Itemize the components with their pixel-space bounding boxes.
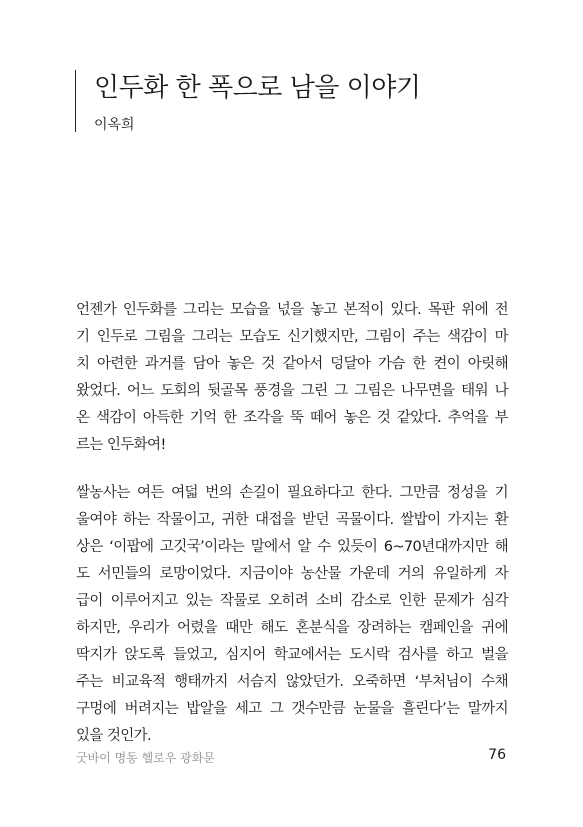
text-line: 기 인두로 그림을 그리는 모습도 신기했지만, 그림이 주는 색감이 마 [76, 329, 508, 345]
paragraph [76, 297, 508, 459]
text-line: 치 아련한 과거를 담아 놓은 것 같아서 덩달아 가슴 한 켠이 아릿해 [76, 356, 508, 372]
text-line: 급이 이루어지고 있는 작물로 오히려 소비 감소로 인한 문제가 심각 [76, 593, 508, 609]
text-line: 도 서민들의 로망이었다. 지금이야 농산물 가운데 거의 유일하게 자 [76, 566, 508, 582]
page-title: 인두화 한 폭으로 남을 이야기 [94, 73, 421, 103]
text-line: 왔었다. 어느 도회의 뒷골목 풍경을 그린 그 그림은 나무면을 태워 나 [76, 383, 508, 399]
text-line: 언젠가 인두화를 그리는 모습을 넋을 놓고 본적이 있다. 목판 위에 전 [76, 302, 508, 318]
body-text [76, 297, 508, 771]
title-block [75, 70, 516, 132]
page-footer [76, 747, 508, 767]
text-line: 구멍에 버려지는 밥알을 세고 그 갯수만큼 눈물을 흘린다’는 말까지 [76, 701, 508, 717]
text-line: 상은 ‘이팝에 고깃국’이라는 말에서 알 수 있듯이 6~70년대까지만 해 [76, 539, 508, 555]
text-line: 딱지가 앉도록 들었고, 심지어 학교에서는 도시락 검사를 하고 벌을 [76, 647, 508, 663]
text-line: 르는 인두화여! [76, 437, 166, 453]
author-name: 이옥희 [94, 117, 135, 133]
page-number: 76 [488, 747, 506, 763]
text-line: 온 색감이 아득한 기억 한 조각을 뚝 떼어 놓은 것 같았다. 추억을 부 [76, 410, 508, 426]
text-line: 울여야 하는 작물이고, 귀한 대접을 받던 곡물이다. 쌀밥이 가지는 환 [76, 512, 508, 528]
book-title-footer: 굿바이 명동 헬로우 광화문 [76, 751, 215, 765]
text-line: 쌀농사는 여든 여덟 번의 손길이 필요하다고 한다. 그만큼 정성을 기 [76, 485, 508, 501]
text-line: 주는 비교육적 행태까지 서슴지 않았던가. 오죽하면 ‘부처님이 수채 [76, 674, 508, 690]
text-line: 하지만, 우리가 어렸을 때만 해도 혼분식을 장려하는 캠페인을 귀에 [76, 620, 508, 636]
text-line: 있을 것인가. [76, 728, 152, 744]
paragraph [76, 480, 508, 750]
